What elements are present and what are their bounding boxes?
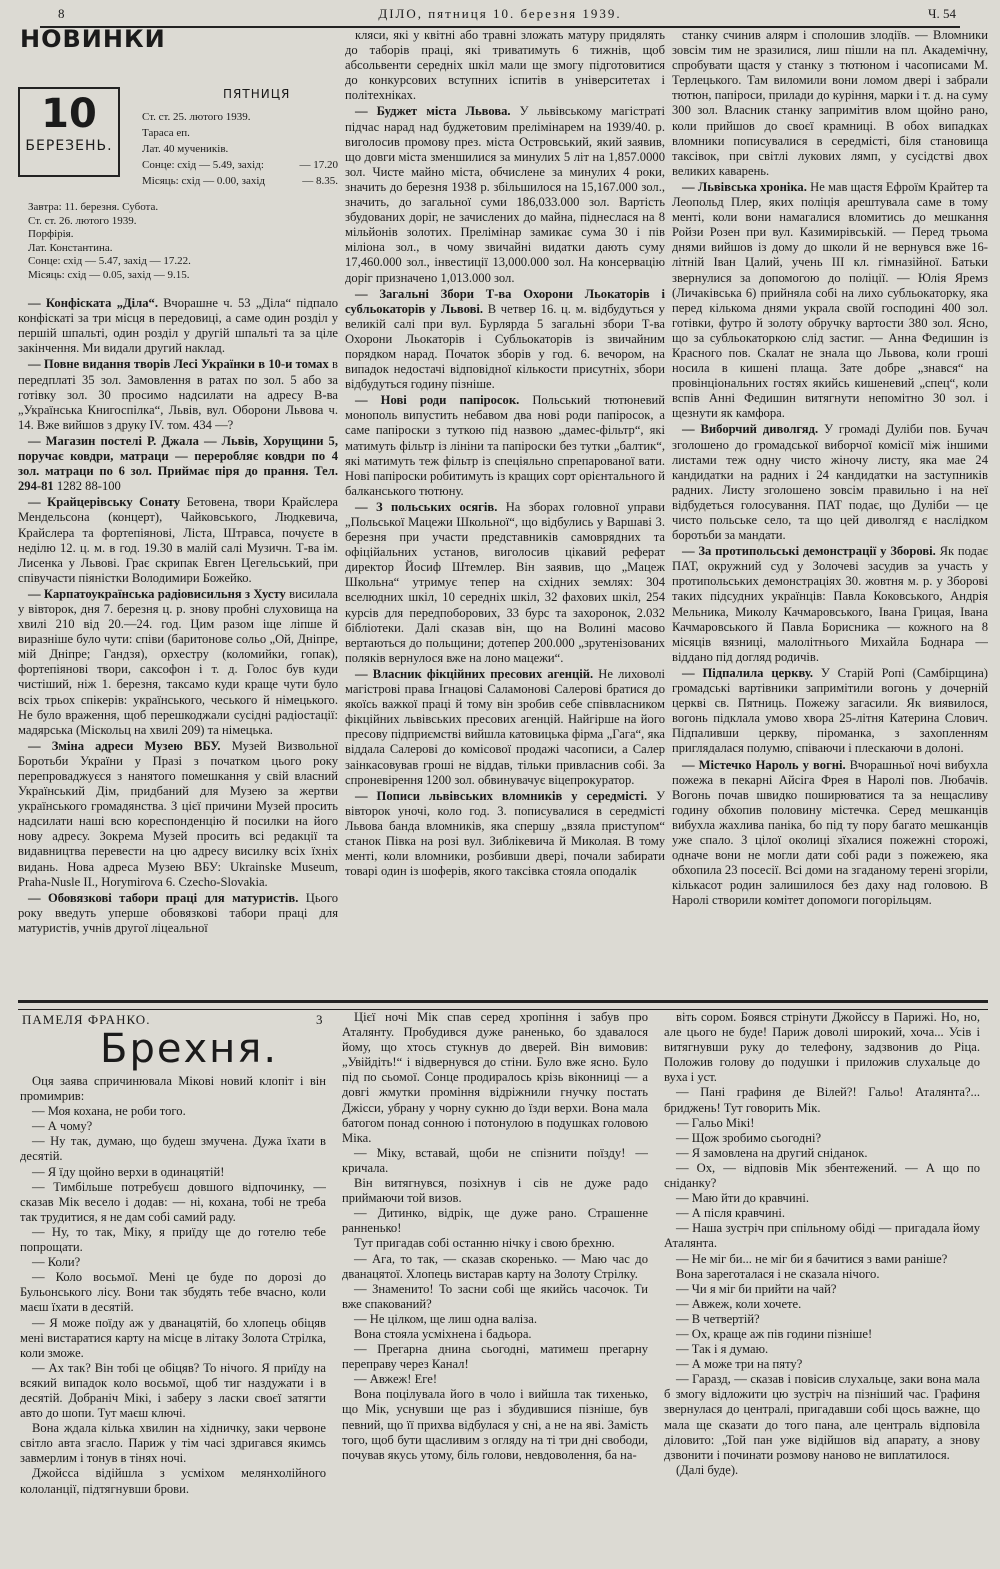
news-item — [18, 891, 338, 936]
news-item-text: станку счинив алярм і сполошив злодіїв. — Вломники зовсім тим не зразилися, лиш пішли на пл. Академічну, спробувати щастя у станку з тютюном і часописами М. Терлецького. Там виломили вони ломом двері і забрали тютюн, папіроси, прилади до куріння, марки і т. д. на суму 300 зол. Власник станку запримітив влом щойно рано, коли прийшов до своєї крамниці. В обох випадках вломники пописувалися в середмісті, біля становища таксівок, при світлі лукових лямп, у сусідстві двох великих каварень. — [672, 28, 988, 178]
news-item-text: В четвер 16. ц. м. відбудуться у великій салі при вул. Бурлярда 5 загальні збори Т-ва Охорони Льокаторів і Субльокаторів із звичайним порядком нарад. Початок зборів у год. 6. вечором, на випадок недостачі відповідної кількости присутніх, збори відбудуться годину пізніше. — [345, 301, 665, 392]
story-paragraph: — Авжеж! Еге! — [354, 1372, 438, 1387]
feuilleton-section — [0, 1008, 1000, 1568]
calendar-line — [142, 157, 338, 173]
news-item-headline: — Крайцерівську Сонату — [28, 495, 181, 510]
story-paragraph: — Ох, — відповів Мік збентежений. — А що по сніданку? — [664, 1160, 980, 1191]
story-paragraph: — Тимбільше потребуєш довшого відпочинку, — сказав Мік весело і додав: — ні, кохана, тобі не треба так трудитися, я не дам собі самий раду. — [20, 1179, 326, 1224]
news-item — [345, 500, 665, 666]
story-paragraph: Вона стояла усміхнена і бадьора. — [354, 1326, 532, 1341]
news-item — [345, 789, 665, 880]
news-item — [18, 495, 338, 586]
page-number: 8 — [58, 6, 65, 21]
tomorrow-line: Завтра: 11. березня. Субота. — [28, 201, 159, 214]
news-item — [18, 434, 338, 494]
calendar-label: Сонце: схід — 5.49, захід: — [142, 159, 264, 172]
story-paragraph: Вона ждала кілька хвилин на хідничку, заки червоне світло авта згасло. Париж у тім часі здригався якимсь завмерлим і тонув в тінях ночі. — [20, 1421, 326, 1466]
news-item-headline: — Виборчий диволгяд. — [682, 422, 819, 437]
news-item-text: У львівському магістраті підчас нарад над буджетовим прелімінарем на 1939/40. р. виголосив промову през. міста Островський, який заявив, що довги міста зменшилися за минулих 5 літ на 1,857.0000 зол. Чисте майно міста, обчислене за минулих 4 роки, значить до березня 1938 р. збільшилося на 15,167.000 зол., значить, до загальної суми 186,033.000 зол. Вартість збудованих доріг, не зачислених до майна, піднеслася на 8 мільйонів золотих. Прелімінар замикає сума 30 і пів міліона зол., в чому звичайні видатки дають суму 17,460.000 зол., інвестиції 13,000.000 зол. На консервацію доріг призначено 1,013.000 зол. — [345, 104, 665, 285]
issue-number: Ч. 54 — [928, 6, 956, 21]
news-item — [672, 180, 988, 422]
news-item-text: У Старій Ропі (Самбірщина) громадські вартівники запримітили вогонь у дочерній церкві св. Пятниць. Пожежу загасили. Як виявилося, вогонь підклала умово хвора 25-літня Катерина Слович. Підпаливши церкву, піроманка, з захопленням приглядалася полумю, співаючи і плескаючи в долоні. — [672, 665, 988, 756]
calendar-label: Місяць: схід — 0.00, захід — [142, 175, 266, 188]
news-item-text: Польський тютюневий монополь випустить небавом два нові роди папіросок, а саме папіроски з туткою під назвою „дамес-фільтр“, які матимуть фільтр із лініни та папіроски без тутки „балтик“, які матимуть теж фільтр із спеціяльно спрепарованої вати. Нові папіроски робитимуть із кращих сорт орієнтального й балканського тютюну. — [345, 393, 665, 498]
news-item — [672, 544, 988, 665]
page-header — [40, 4, 960, 28]
news-item-text: Не мав щастя Ефроїм Крайтер та Леопольд Плер, яких поліція арештувала саме в тому менті, коли вони намагалися вломитись до мешкання Ройзи Розен при вул. Казимирівській. — Перед трьома днями вийшов із дому до школи й не вернувся вже 16-літній Іван Цалий, учень ІІІ кл. гімназійної. Батьки звернулися за допомогою до поліції. — Юлія Яремз (Личаківська 6) прийняла собі на лихо субльокаторку, яка перед кількома днями украла своїй господині 400 зол. готівки, футро й золоту обручку вартости 380 зол. Ясно, що за субльокаторкою слід застиг. — Анна Федишин із Красного пов. Скалат не знала що Львова, коли гроші носила в кишені плаща. Зате добре „знався“ на провінціональних гостях якийсь кишеневий „спец“, коли вспів Анні Федишин витягнути непомітно 30 зол. і щезнути як камфора. — [672, 179, 988, 421]
story-paragraph: — Так і я думаю. — [676, 1342, 769, 1357]
calendar-value: — 8.35. — [302, 175, 338, 188]
calendar-label: Лат. 40 мучеників. — [142, 143, 229, 156]
story-paragraph: — А чому? — [32, 1119, 93, 1134]
news-item-text: Не лиховолі магістрові права Ігнацові Саламонові Салерові братися до якоїсь важкої праці й тому він зробив себе співвласником фікційних львівських пресових агенцій. Найгірше на його пресову підприємстві вийшла катовицька фірма „Гага“, яка віддала Салерові до комісової продажі часописи, а Салер заінкасовував гроші не віддав, тільки привласнив собі. За спроневірення 1200 зол. обвинувачує віцепрокуратор. — [345, 666, 665, 787]
story-paragraph: — Я може поїду аж у дванацятій, бо хлопець обіцяв мені вистаратися карту на місце в літаку Золота Стрілка, коли зможе. — [20, 1315, 326, 1360]
story-paragraph: — Ага, то так, — сказав скоренько. — Маю час до дванацятої. Хлопець вистарав карту на Золоту Стрілку. — [342, 1251, 648, 1281]
calendar-line — [142, 109, 338, 125]
calendar-value: — 17.20 — [299, 159, 338, 172]
news-item — [18, 739, 338, 890]
news-item-text: На зборах головної управи „Польської Мацежи Школьної“, що відбулись у Варшаві 3. березня при участи представників самоврядних та офіційальних установ, виголосив цікавий реферат директор Йосиф Штемлер. Він заявив, що „Мацеж Школьна“ утримує тепер на східних землях: 304 вселюдних шкіл, 10 середніх шкіл, 32 фахових шкіл, 254 курсів для передпоборових, 33 бурс та захоронок, 2.032 бібліотеки. Далі сказав він, що на Волині масово вертаються до польщини; дотепер 200.000 „зрутенізованих поляків вернулося вже на лоно мацежи“. — [345, 499, 665, 665]
news-item — [672, 422, 988, 543]
news-item-headline: — Нові роди папіросок. — [355, 393, 520, 408]
story-paragraph: — Дитинко, відрік, ще дуже рано. Страшенне ранненько! — [342, 1206, 648, 1236]
news-item-headline: — Зміна адреси Музею ВБУ. — [28, 738, 221, 753]
story-paragraph: — Коли? — [32, 1255, 81, 1270]
calendar-line — [142, 173, 338, 189]
news-item — [18, 357, 338, 432]
story-paragraph: — Ну, то так, Міку, я приїду ще до готелю тебе попрощати. — [20, 1224, 326, 1255]
date-month: БЕРЕЗЕНЬ. — [25, 138, 113, 155]
feuilleton-column-3 — [664, 1010, 980, 1564]
tomorrow-line: Лат. Константина. — [28, 241, 113, 254]
calendar-line — [142, 125, 338, 141]
tomorrow-info — [28, 201, 338, 282]
story-paragraph: — Авжеж, коли хочете. — [676, 1296, 802, 1311]
story-paragraph: — Міку, вставай, щоби не спізнити поїзду! — кричала. — [342, 1145, 648, 1175]
story-paragraph: — Я замовлена на другий сніданок. — [676, 1145, 868, 1160]
tomorrow-line: Сонце: схід — 5.47, захід — 17.22. — [28, 255, 191, 268]
feuilleton-column-1 — [20, 1074, 326, 1564]
story-paragraph: — Наша зустріч при спільному обіді — пригадала йому Аталянта. — [664, 1221, 980, 1251]
story-paragraph: — Щож зробимо сьогодні? — [676, 1130, 822, 1145]
day-name: ПЯТНИЦЯ — [223, 87, 291, 102]
story-paragraph: — Ну так, думаю, що будеш змучена. Дужа їхати в десятій. — [20, 1134, 326, 1164]
story-paragraph: — Ох, краще аж пів години пізніше! — [676, 1326, 873, 1341]
news-column-1 — [18, 28, 338, 1000]
news-item-headline: — Карпатоукраїнська радіовисильня з Хусту — [28, 586, 286, 601]
story-paragraph: (Далі буде). — [676, 1462, 739, 1477]
story-paragraph: Вона зареготалася і не сказала нічого. — [676, 1266, 880, 1281]
story-paragraph: — Маю йти до кравчині. — [676, 1191, 810, 1206]
story-paragraph: — А після кравчині. — [676, 1206, 785, 1221]
feuilleton-number: 3 — [316, 1012, 323, 1027]
story-paragraph: — Чи я міг би прийти на чай? — [676, 1281, 837, 1296]
story-paragraph: Тут пригадав собі останню нічку і свою брехню. — [354, 1236, 615, 1251]
story-paragraph: — А може три на пяту? — [676, 1357, 803, 1372]
story-paragraph: Цієї ночі Мік спав серед хропіння і забув про Аталянту. Пробудився дуже раненько, бо здавалося йому, що хтось стукнув до дверей. Він вимовив: „Увійдіть!“ і відвернувся до стіни. Було вже ясно. Було під по сьомої. Сонце продиралось крізь віконниці — а довгі жмутки проміння відріжнили гнучку постать Джісси, убрану у чорну сукню до їзди верхи. Вона мала батогом понад сонною і потонулою в подушках головою Міка. — [342, 1010, 648, 1145]
date-number: 10 — [41, 91, 97, 138]
news-item-text: висилала у вівторок, дня 7. березня ц. р. знову пробні слуховища на хвилі 210 від 20.—24. год. Цим разом іще ліпше й виразніше було чути: співи (баритонове сольо „Ой, Дніпре, мій Дніпре; Гандзя), орхестру (коломийки, гопак), фортепіянові твори, саксофон і т. д. Голос був куди чистіший, ніж 1. березня, таксамо куди краще чути було всіх трьох спікерів: українського, чеського й німецького. Не було враження, щоб перешкоджали сусідні радіостації: мадярська (Міскольц на хвилі 209) та німецька. — [18, 586, 338, 737]
news-item-text: У громаді Дуліби пов. Бучач зголошено до громадської виборчої комісії між іншими листами теж одну чисто жіночу листу, яка мае 24 кандидатки на радних і 24 кандидатки на заступників радних. Листу зголошено зовсім правильно і на неї відбудеться голосування. ПАТ подає, що Дуліби — це чисто польське село, та що цей диволгяд є наслідком боротьби за мандати. — [672, 422, 988, 543]
news-item-headline: — Буджет міста Львова. — [355, 104, 511, 119]
news-item-headline: — Пописи львівських вломників у середмісті. — [355, 788, 648, 803]
story-paragraph: — Пані графиня де Вілей?! Гальо! Аталянта?... бриджень! Тут говорить Мік. — [664, 1085, 980, 1115]
news-item — [672, 28, 988, 179]
story-paragraph: — Гальо Мікі! — [676, 1115, 755, 1130]
news-item-headline: — Повне видання творів Лесі Українки в 10-и томах — [28, 357, 329, 372]
news-item — [345, 667, 665, 788]
news-item-text: кляси, які у квітні або травні зложать матуру придялять до таборів праці, які триватимуть 6 тижнів, щоб абсольвенти середніх шкіл мали ще змогу підготовитися до конкурсових вступних іспитів в університетах і політехніках. — [345, 28, 665, 103]
story-paragraph: Джойсса відійшла з усміхом мелянхолійного кололанції, підтягнувши брови. — [20, 1466, 326, 1496]
news-item-text: 1282 88-100 — [53, 479, 121, 494]
tomorrow-line: Місяць: схід — 0.05, захід — 9.15. — [28, 268, 190, 281]
news-item — [672, 758, 988, 909]
news-item-text: Цього року введуть уперше обовязкові табори праці для матуристів, учнів другої ліцеальної — [18, 890, 338, 935]
story-paragraph: — Прегарна днина сьогодні, матимеш прегарну переправу через Канал! — [342, 1342, 648, 1372]
news-item — [345, 393, 665, 499]
calendar-label: Тараса еп. — [142, 127, 190, 140]
story-paragraph: — Знаменито! То засни собі ще якийсь часочок. Ти вже спакований? — [342, 1281, 648, 1311]
news-item — [672, 666, 988, 757]
news-item-text: Вчорашньої ночі вибухла пожежа в пекарні Айсіга Фрея в Наролі пов. Любачів. Вогонь почав швидко поширюватися та за нещасливу годину обхопив половину містечка. Серед мешканців вибухла жахлива паніка, бо під ту пору багато мешканців уже спало. З цілої околиці зїхалися пожежні сторожі, одначе вони не могли дати собі ради з пожежею, яка обхопила 23 посесії. Всі доми на згаданому терені згоріли, кількасот родин залишилося без даху над головою. В Наролі створили комітет допомоги погорільцям. — [672, 757, 988, 908]
feuilleton-column-2 — [342, 1010, 648, 1564]
news-item — [345, 287, 665, 393]
feuilleton-title: Брехня. — [100, 1026, 279, 1072]
news-item-text: У вівторок уночі, коло год. 3. пописувалися в середмісті Львова банда вломників, яка спершу „взяла приступом“ станок Півка на розі вул. Зиблікевича й Миколая. В тому менті, коли вломники, розбивши двері, почали забирати товарі один із шоферів, якого таксівка стояла оподалік — [345, 788, 665, 879]
news-items-1 — [18, 296, 338, 936]
news-item-headline: — Магазин постелі Р. Джала — Львів, Хорущини 5, поручає ковдри, матраци — переробляє ковдри по 4 зол. матраци по 6 зол. Приймає піря до прання. Тел. 294-81 — [18, 433, 338, 494]
news-item — [18, 587, 338, 738]
news-item-headline: — Містечко Нароль у вогні. — [682, 757, 846, 772]
news-column-3 — [672, 28, 988, 1000]
news-item-headline: — За протипольські демонстрації у Зборові. — [682, 544, 936, 559]
story-paragraph: — Я їду щойно верхи в одинацятій! — [32, 1164, 225, 1179]
story-paragraph: віть сором. Боявся стрінути Джойссу в Парижі. Но, но, але цього не буде! Париж доволі широкий, хоча... Усів і витягнувши руку до телефону, задзвонив до Ріца. Положив голову до подушки і приложив слухальце до вуха і уст. — [664, 1010, 980, 1085]
section-heading: НОВИНКИ — [20, 28, 166, 53]
news-item — [345, 28, 665, 103]
news-item-text: Вчорашне ч. 53 „Діла“ підпало конфіскаті за три місця в передовиці, а саме один розділ у першій шпальті, один розділ у другій шпальті та за ціле закінчення. Ми видали другий наклад. — [18, 296, 338, 356]
feuilleton-author: ПАМЕЛЯ ФРАНКО. — [22, 1012, 151, 1027]
news-item-text: Музей Визвольної Боротьби України у Празі з початком цього року перепроваджуєся з нанятого помешкання у свій власний Український Дім, придбаний для Музею за жертви українського громадянства. З цієї причини Музей просить надсилати наші всю кореспонденцію й посилки на його нову адресу. Зокрема Музей просить всі редакції та видавництва перевести на цю адресу висилку всіх їхніх видань. Нова адреса Музею ВБУ: Ukrainske Museum, Praha-Nusle II., Horymirova 6. Czecho-Slovakia. — [18, 738, 338, 889]
news-item-headline: — Конфіската „Діла“. — [28, 296, 158, 311]
story-paragraph: Вона поцілувала його в чоло і вийшла так тихенько, що Мік, уснувши ще раз і збудившися пізніше, був певний, що її прихва відбулася у сні, а не на яві. Замість того, щоб бути щасливим з огляду на ті три дні свободи, почував якусь утому, біль голови, невдоволення, ба на- — [342, 1387, 648, 1462]
story-paragraph: Він витягнувся, позіхнув і сів не дуже радо приймаючи той визов. — [342, 1176, 648, 1206]
story-paragraph: — Не міг би... не міг би я бачитися з вами раніше? — [676, 1251, 948, 1266]
news-item-headline: — Львівська хроніка. — [682, 179, 807, 194]
news-item — [345, 104, 665, 285]
news-item-text: Бетовена, твори Крайслера Мендельсона (концерт), Чайковського, Людкевича, Крайслера та фортепіянові, Ліста, Штравса, почуєте в неділю 12. ц. м. в год. 19.30 в малій салі Музичн. Т-ва ім. Лисенка у Львові. Грає скрипак Евген Цегельський, при співучасти піяністки Володимири Божейко. — [18, 495, 338, 585]
news-item-headline: — Власник фікційних пресових агенцій. — [355, 666, 594, 681]
calendar-info — [142, 109, 338, 189]
tomorrow-line: Порфірія. — [28, 228, 74, 241]
news-item-headline: — Підпалила церкву. — [682, 665, 814, 680]
news-item-headline: — З польських осягів. — [355, 499, 498, 514]
story-paragraph: Оця заява спричинювала Мікові новий клопіт і він промимрив: — [20, 1074, 326, 1104]
news-item-headline: — Загальні Збори Т-ва Охорони Льокаторів і субльокаторів у Львові. — [345, 286, 665, 316]
calendar-line — [142, 141, 338, 157]
tomorrow-line: Ст. ст. 26. лютого 1939. — [28, 214, 137, 227]
calendar-block — [18, 47, 338, 197]
story-paragraph: — В четвертій? — [676, 1311, 760, 1326]
date-box — [18, 87, 120, 177]
news-item-headline: — Обовязкові табори праці для матуристів. — [28, 890, 299, 905]
story-paragraph: — Ах так? Він тобі це обіцяв? То нічого. Я приїду на всякий випадок коло восьмої, щоб тиг наздужати і в десятій. Добраніч Мікі, і заберу з ласки своєї затягти авто до шопи. Тут маєш ключі. — [20, 1360, 326, 1421]
newspaper-title-line: ДІЛО, пятниця 10. березня 1939. — [378, 6, 622, 21]
calendar-label: Ст. ст. 25. лютого 1939. — [142, 111, 251, 124]
news-item-text: Як подає ПАТ, окружний суд у Золочеві засудив за участь у протипольських демонстраціях 30. жовтня м. р. у Зборові таких підсудних українців: Павла Коковського, Андрія Мельника, Миколу Качмаровського, Івана Грицая, Івана Качмаровського й Павла Борисника — кожного на 8 місяців вязниці, малолітнього Михайла Боднара — віддано під догляд родичів. — [672, 544, 988, 664]
news-item-text: в передплаті 35 зол. Замовлення в ратах по зол. 5 або за готівку зол. 30 просимо надсилати на адресу В-ва „Українська Книгоспілка“, Львів, вул. Оборони Львова ч. 14. Вже вийшов з друку IV. том. 434 —? — [18, 357, 338, 432]
story-paragraph: — Не цілком, ще лиш одна валіза. — [354, 1311, 538, 1326]
news-item — [18, 296, 338, 356]
story-paragraph: — Коло восьмої. Мені це буде по дорозі до Бульонського лісу. Вони так збудять тебе вчасно, коли маєш їхати в десятій. — [20, 1270, 326, 1315]
news-column-2 — [345, 28, 665, 1000]
story-paragraph: — Моя кохана, не роби того. — [32, 1104, 186, 1119]
story-paragraph: — Гаразд, — сказав і повісив слухальце, заки вона мала б змогу відложити цю зустріч на пізніший час. Графиня звернулася до централі, пригадавши собі щось важне, що мала ще сказати до того пана, але централь відповіла діловито: „Той пан уже відійшов від апарату, а знову дзвонити і починати розмову наново не виплатилося. — [664, 1372, 980, 1462]
